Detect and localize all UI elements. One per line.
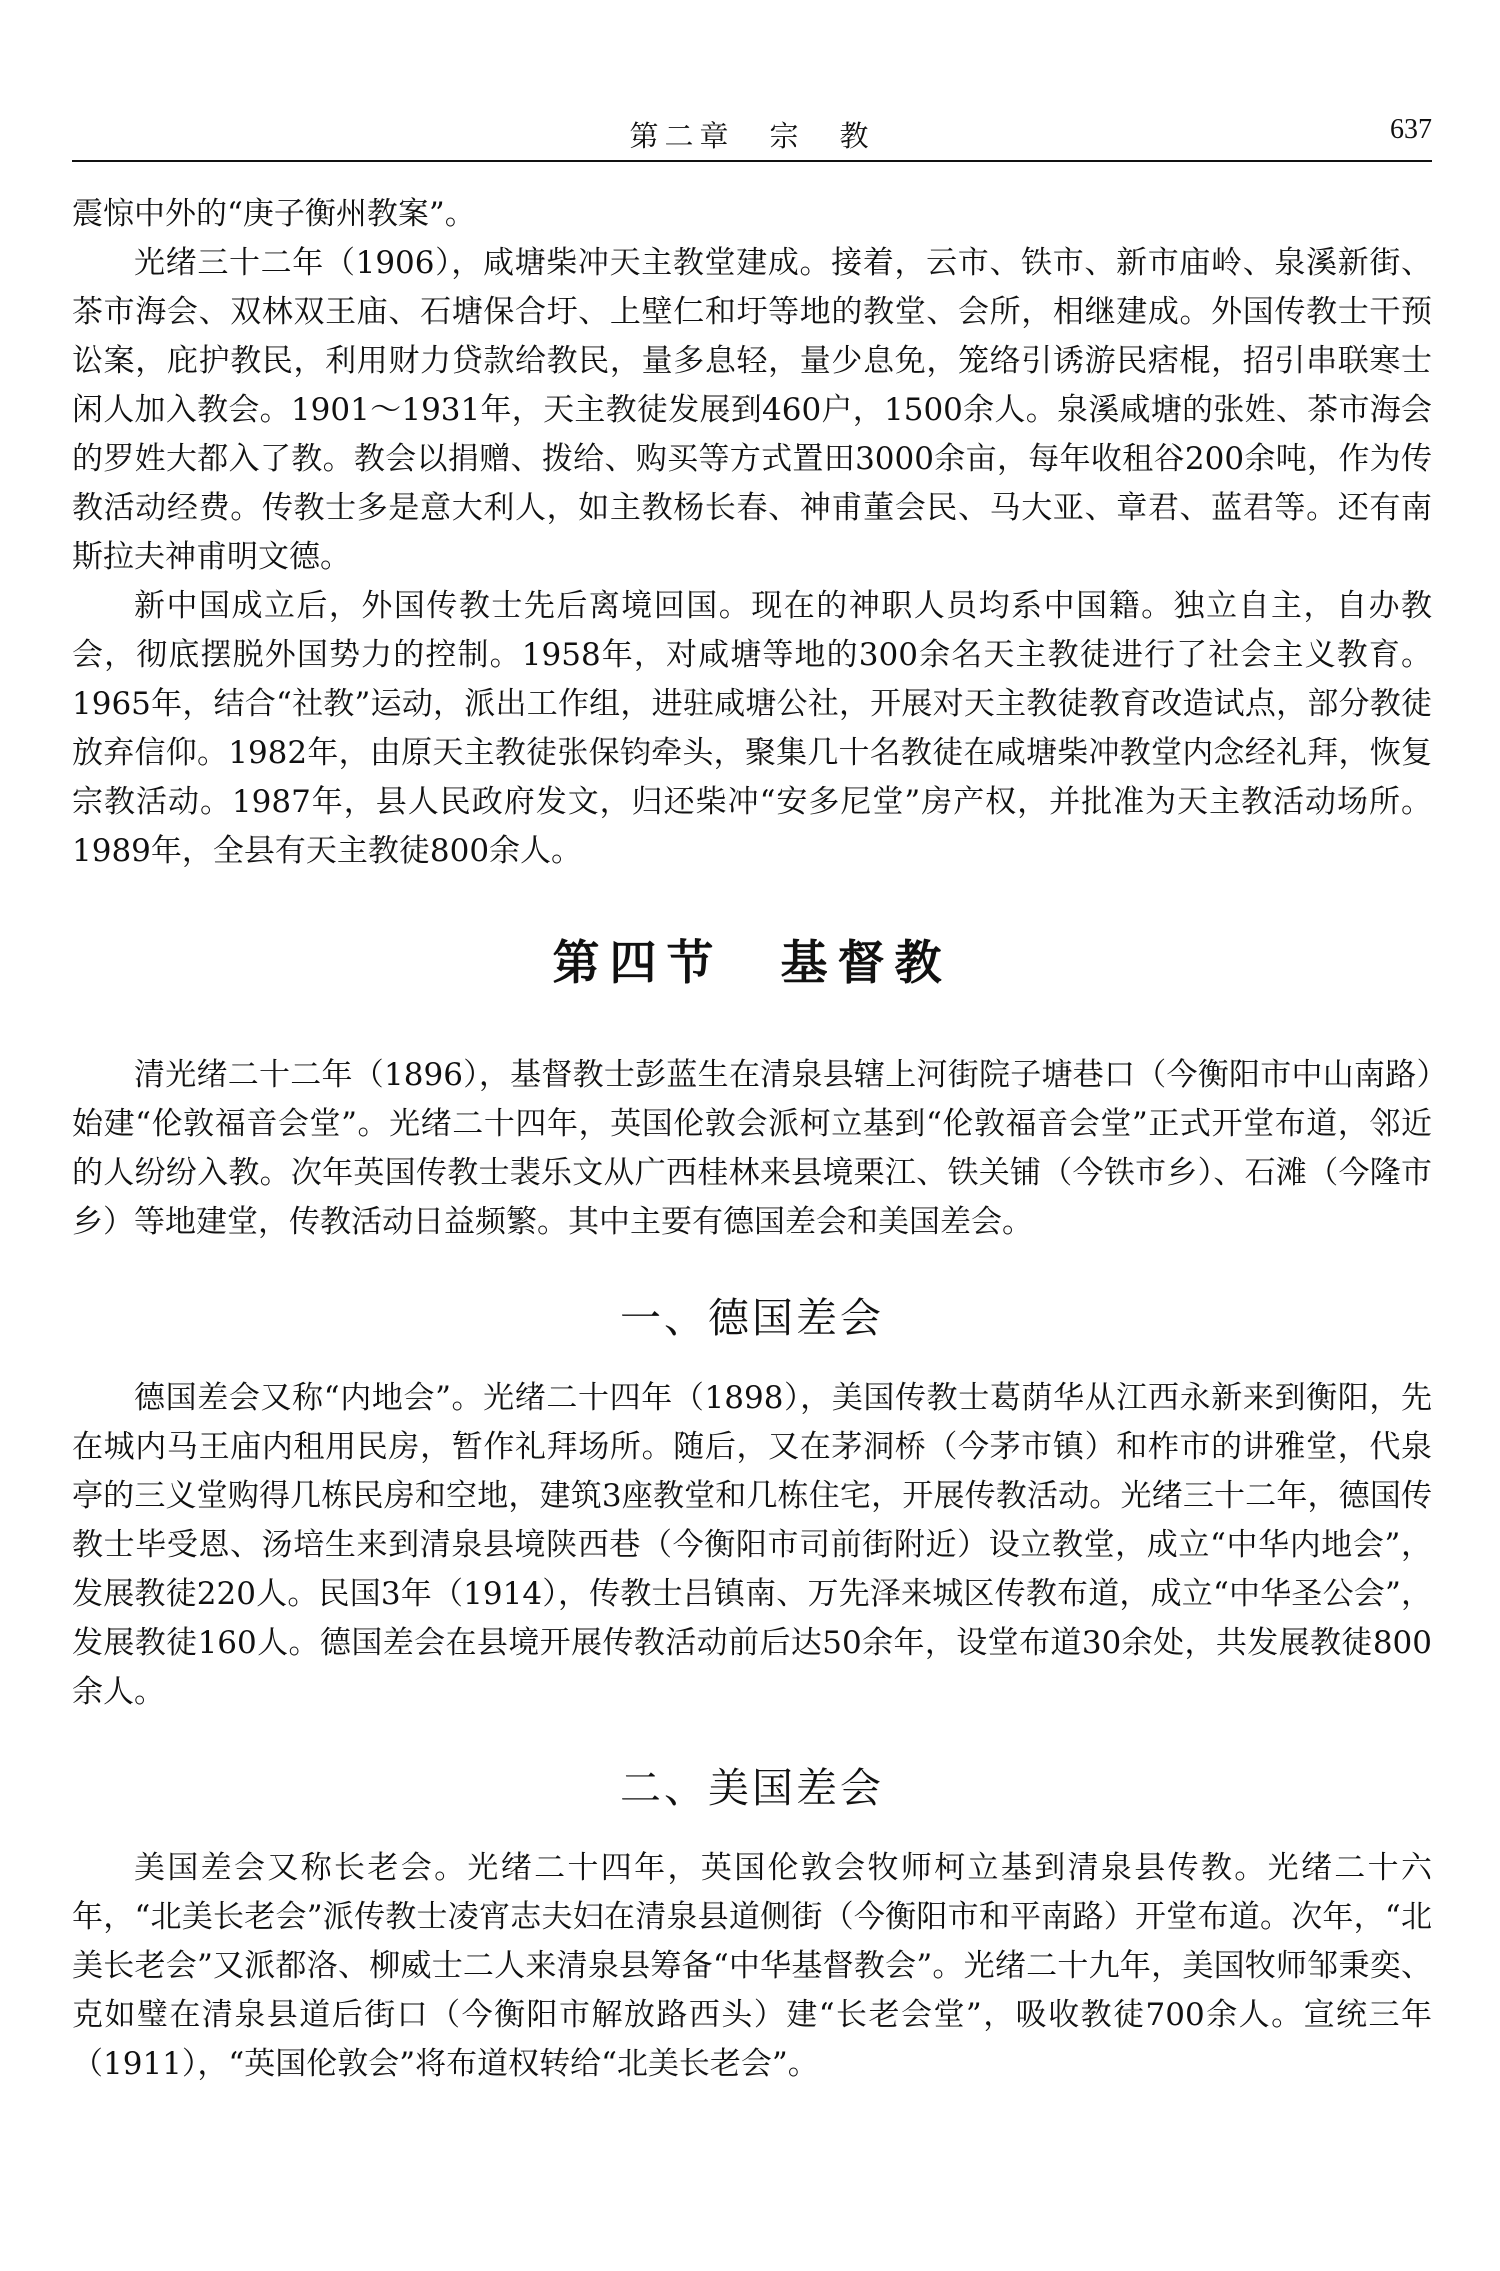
subsection-title-american-mission: 二、美国差会: [620, 1764, 884, 1812]
page-number: 637: [1390, 114, 1432, 145]
paragraph-german-mission: 德国差会又称“内地会”。光绪二十四年（1898），美国传教士葛荫华从江西永新来到衡阳，先在城内马王庙内租用民房，暂作礼拜场所。随后，又在茅洞桥（今茅市镇）和柞市的讲雅堂，代泉亭的三义堂购得几栋民房和空地，建筑3座教堂和几栋住宅，开展传教活动。光绪三十二年，德国传教士毕受恩、汤培生来到清泉县境陕西巷（今衡阳市司前街附近）设立教堂，成立“中华内地会”，发展教徒220人。民国3年（1914），传教士吕镇南、万先泽来城区传教布道，成立“中华圣公会”，发展教徒160人。德国差会在县境开展传教活动前后达50余年，设堂布道30余处，共发展教徒800余人。: [72, 1380, 1432, 1710]
paragraph-christianity-intro: 清光绪二十二年（1896），基督教士彭蓝生在清泉县辖上河街院子塘巷口（今衡阳市中山南路）始建“伦敦福音会堂”。光绪二十四年，英国伦敦会派柯立基到“伦敦福音会堂”正式开堂布道，邻近的人纷纷入教。次年英国传教士裴乐文从广西桂林来县境栗江、铁关铺（今铁市乡）、石滩（今隆市乡）等地建堂，传教活动日益频繁。其中主要有德国差会和美国差会。: [72, 1057, 1432, 1240]
paragraph-american-mission: 美国差会又称长老会。光绪二十四年，英国伦敦会牧师柯立基到清泉县传教。光绪二十六年，“北美长老会”派传教士凌宵志夫妇在清泉县道侧街（今衡阳市和平南路）开堂布道。次年，“北美长老会”又派都洛、柳威士二人来清泉县筹备“中华基督教会”。光绪二十九年，美国牧师邹秉奕、克如璧在清泉县道后街口（今衡阳市解放路西头）建“长老会堂”，吸收教徒700余人。宣统三年（1911），“英国伦敦会”将布道权转给“北美长老会”。: [72, 1850, 1432, 2082]
subsection-title-german-mission: 一、德国差会: [620, 1294, 884, 1342]
section-title: 第四节 基督教: [552, 936, 952, 991]
paragraph-new-china: 新中国成立后，外国传教士先后离境回国。现在的神职人员均系中国籍。独立自主，自办教会，彻底摆脱外国势力的控制。1958年，对咸塘等地的300余名天主教徒进行了社会主义教育。1965年，结合“社教”运动，派出工作组，进驻咸塘公社，开展对天主教徒教育改造试点，部分教徒放弃信仰。1982年，由原天主教徒张保钧牵头，聚集几十名教徒在咸塘柴冲教堂内念经礼拜，恢复宗教活动。1987年，县人民政府发文，归还柴冲“安多尼堂”房产权，并批准为天主教活动场所。1989年，全县有天主教徒800余人。: [72, 588, 1432, 869]
running-header: [72, 108, 1432, 154]
chapter-running-title: 第二章 宗 教: [629, 119, 875, 153]
paragraph-continued: 震惊中外的“庚子衡州教案”。: [72, 196, 476, 232]
page-body: [72, 190, 1432, 2089]
paragraph-catholic-churches: 光绪三十二年（1906），咸塘柴冲天主教堂建成。接着，云市、铁市、新市庙岭、泉溪新街、茶市海会、双林双王庙、石塘保合圩、上壁仁和圩等地的教堂、会所，相继建成。外国传教士干预讼案，庇护教民，利用财力贷款给教民，量多息轻，量少息免，笼络引诱游民痞棍，招引串联寒士闲人加入教会。1901～1931年，天主教徒发展到460户，1500余人。泉溪咸塘的张姓、茶市海会的罗姓大都入了教。教会以捐赠、拨给、购买等方式置田3000余亩，每年收租谷200余吨，作为传教活动经费。传教士多是意大利人，如主教杨长春、神甫董会民、马大亚、章君、蓝君等。还有南斯拉夫神甫明文德。: [72, 245, 1432, 575]
header-rule: [72, 160, 1432, 162]
